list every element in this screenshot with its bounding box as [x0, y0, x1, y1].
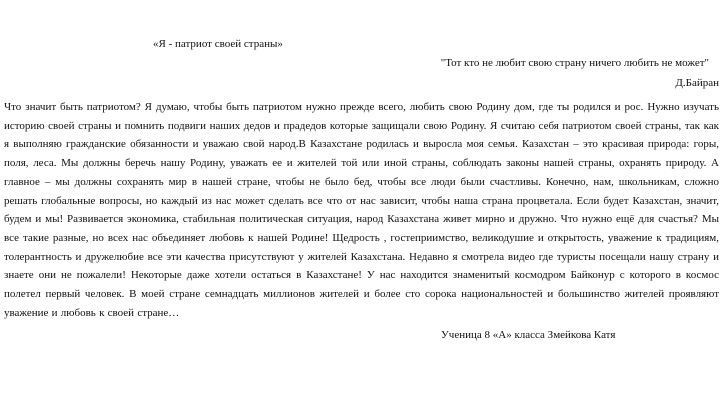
author-signature: Ученица 8 «А» класса Змейкова Катя — [441, 329, 616, 341]
essay-title: «Я - патриот своей страны» — [153, 38, 283, 50]
epigraph-quote: "Тот кто не любит свою страну ничего любить не может" — [440, 57, 709, 69]
essay-body: Что значит быть патриотом? Я думаю, чтобы быть патриотом нужно прежде всего, любить свою Родину дом, где ты родился и рос. Нужно изучать историю своей страны и помнить подвиги наших дедов и прадедов которые защищали свою Родину. Я считаю себя патриотом своей страны, так как я выполняю гражданские обязанности и уважаю свой народ.В Казахстане родилась и выросла моя семья. Казахстан – это красивая природа: горы, поля, леса. Мы должны беречь нашу Родину, уважать ее и жителей той или иной страны, соблюдать законы нашей страны, охранять природу. А главное – мы должны сохранять мир в нашей стране, чтобы не было бед, чтобы все люди были счастливы. Конечно, нам, школьникам, сложно решать глобальные вопросы, но каждый из нас может сделать все что от нас зависит, чтобы наша страна процветала. Если будет Казахстан, значит, будем и мы! Развивается экономика, стабильная политическая ситуация, народ Казахстана живет мирно и дружно. Что нужно ещё для счастья? Мы все такие разные, но всех нас объединяет любовь к нашей Родине! Щедрость , гостеприимство, великодушие и открытость, уважение к традициям, толерантность и дружелюбие все эти качества присутствуют у жителей Казахстана. Недавно я смотрела видео где туристы посещали нашу страну и знаете они не пожалели! Некоторые даже хотели остаться в Казахстане! У нас находится знаменитый космодром Байконур с которого в космос полетел первый человек. В моей стране семнадцать миллионов жителей и более сто сорока национальностей и большинство жителей проявляют уважение и любовь к своей стране… — [4, 101, 719, 319]
epigraph-author: Д.Байран — [675, 77, 719, 89]
